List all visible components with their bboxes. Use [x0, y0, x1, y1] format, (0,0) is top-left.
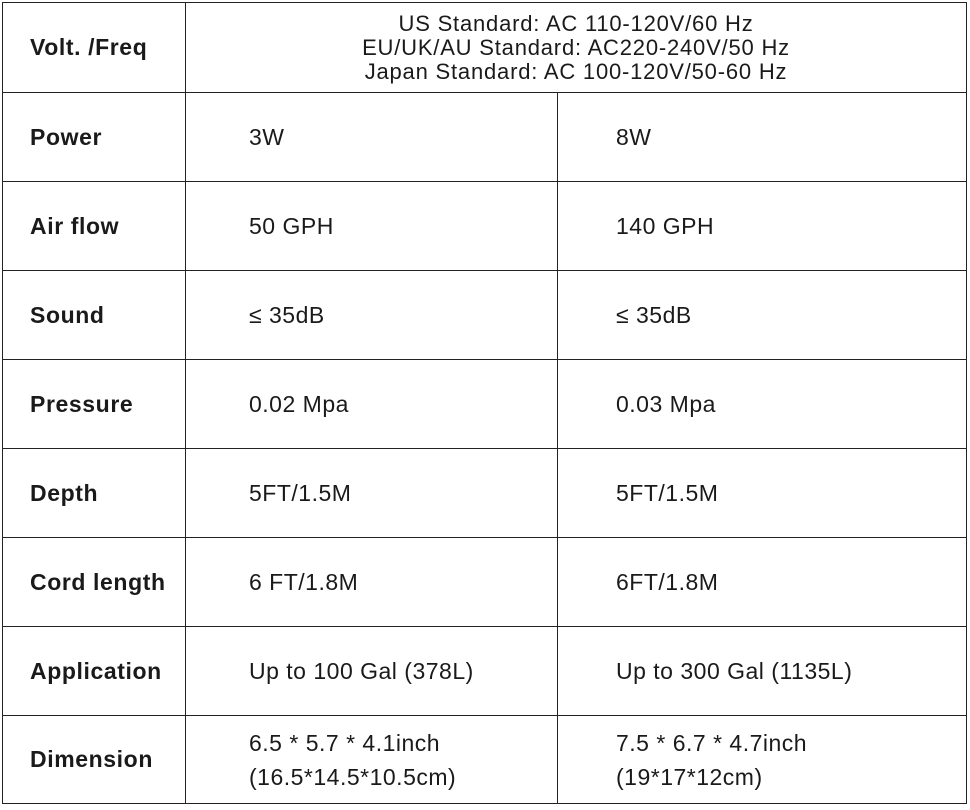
label-depth: Depth	[3, 449, 186, 538]
label-dimension: Dimension	[3, 716, 186, 804]
dimension-a-cm: (16.5*14.5*10.5cm)	[249, 763, 457, 790]
label-cord-length: Cord length	[3, 538, 186, 627]
dimension-a-inch: 6.5 * 5.7 * 4.1inch	[249, 729, 441, 756]
dimension-value-b	[558, 716, 967, 804]
row-application	[3, 627, 967, 716]
spec-table	[2, 2, 967, 804]
label-air-flow: Air flow	[3, 182, 186, 271]
label-pressure: Pressure	[3, 360, 186, 449]
row-power	[3, 93, 967, 182]
volt-eu-uk-au-standard: EU/UK/AU Standard: AC220-240V/50 Hz	[362, 34, 790, 60]
cord-length-value-a: 6 FT/1.8M	[186, 538, 558, 627]
row-air-flow	[3, 182, 967, 271]
dimension-b-inch: 7.5 * 6.7 * 4.7inch	[616, 729, 808, 756]
sound-value-a: ≤ 35dB	[186, 271, 558, 360]
depth-value-a: 5FT/1.5M	[186, 449, 558, 538]
cord-length-value-b: 6FT/1.8M	[558, 538, 967, 627]
row-depth	[3, 449, 967, 538]
depth-value-b: 5FT/1.5M	[558, 449, 967, 538]
pressure-value-a: 0.02 Mpa	[186, 360, 558, 449]
label-sound: Sound	[3, 271, 186, 360]
volt-us-standard: US Standard: AC 110-120V/60 Hz	[398, 10, 754, 36]
row-sound	[3, 271, 967, 360]
power-value-a: 3W	[186, 93, 558, 182]
air-flow-value-a: 50 GPH	[186, 182, 558, 271]
power-value-b: 8W	[558, 93, 967, 182]
volt-freq-values	[186, 3, 967, 93]
dimension-value-a	[186, 716, 558, 804]
pressure-value-b: 0.03 Mpa	[558, 360, 967, 449]
row-dimension	[3, 716, 967, 804]
application-value-b: Up to 300 Gal (1135L)	[558, 627, 967, 716]
row-cord-length	[3, 538, 967, 627]
row-volt-freq	[3, 3, 967, 93]
air-flow-value-b: 140 GPH	[558, 182, 967, 271]
label-volt-freq: Volt. /Freq	[3, 3, 186, 93]
volt-japan-standard: Japan Standard: AC 100-120V/50-60 Hz	[364, 58, 788, 84]
dimension-b-cm: (19*17*12cm)	[616, 763, 763, 790]
application-value-a: Up to 100 Gal (378L)	[186, 627, 558, 716]
label-application: Application	[3, 627, 186, 716]
label-power: Power	[3, 93, 186, 182]
sound-value-b: ≤ 35dB	[558, 271, 967, 360]
row-pressure	[3, 360, 967, 449]
